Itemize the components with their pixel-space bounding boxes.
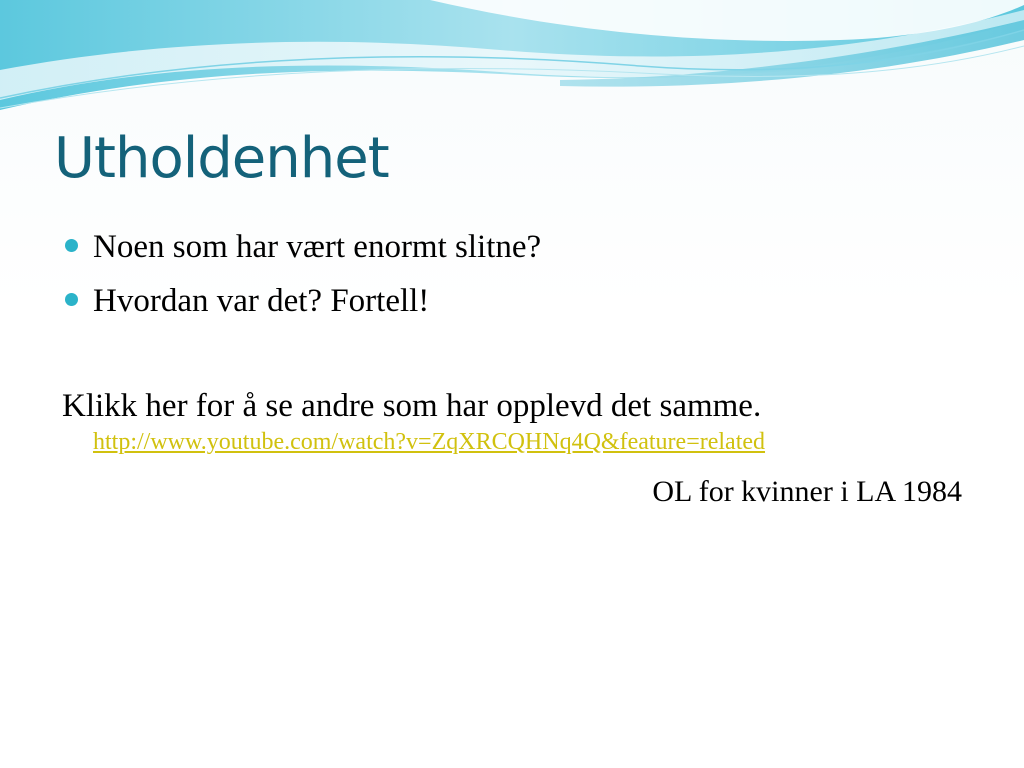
bullet-text: Noen som har vært enormt slitne?	[93, 229, 542, 265]
bullet-dot-icon	[65, 239, 78, 252]
bullet-text: Hvordan var det? Fortell!	[93, 283, 430, 319]
bullet-list	[62, 220, 541, 328]
wave-header-decoration	[0, 0, 1024, 130]
bullet-dot-icon	[65, 293, 78, 306]
slide-title: Utholdenhet	[54, 126, 389, 191]
youtube-link[interactable]: http://www.youtube.com/watch?v=ZqXRCQHNq4Q&feature=related	[93, 429, 766, 455]
body-text: Klikk her for å se andre som har opplevd det samme.	[62, 388, 762, 424]
bullet-item	[62, 220, 541, 274]
video-caption: OL for kvinner i LA 1984	[652, 475, 962, 508]
bullet-item	[62, 274, 541, 328]
